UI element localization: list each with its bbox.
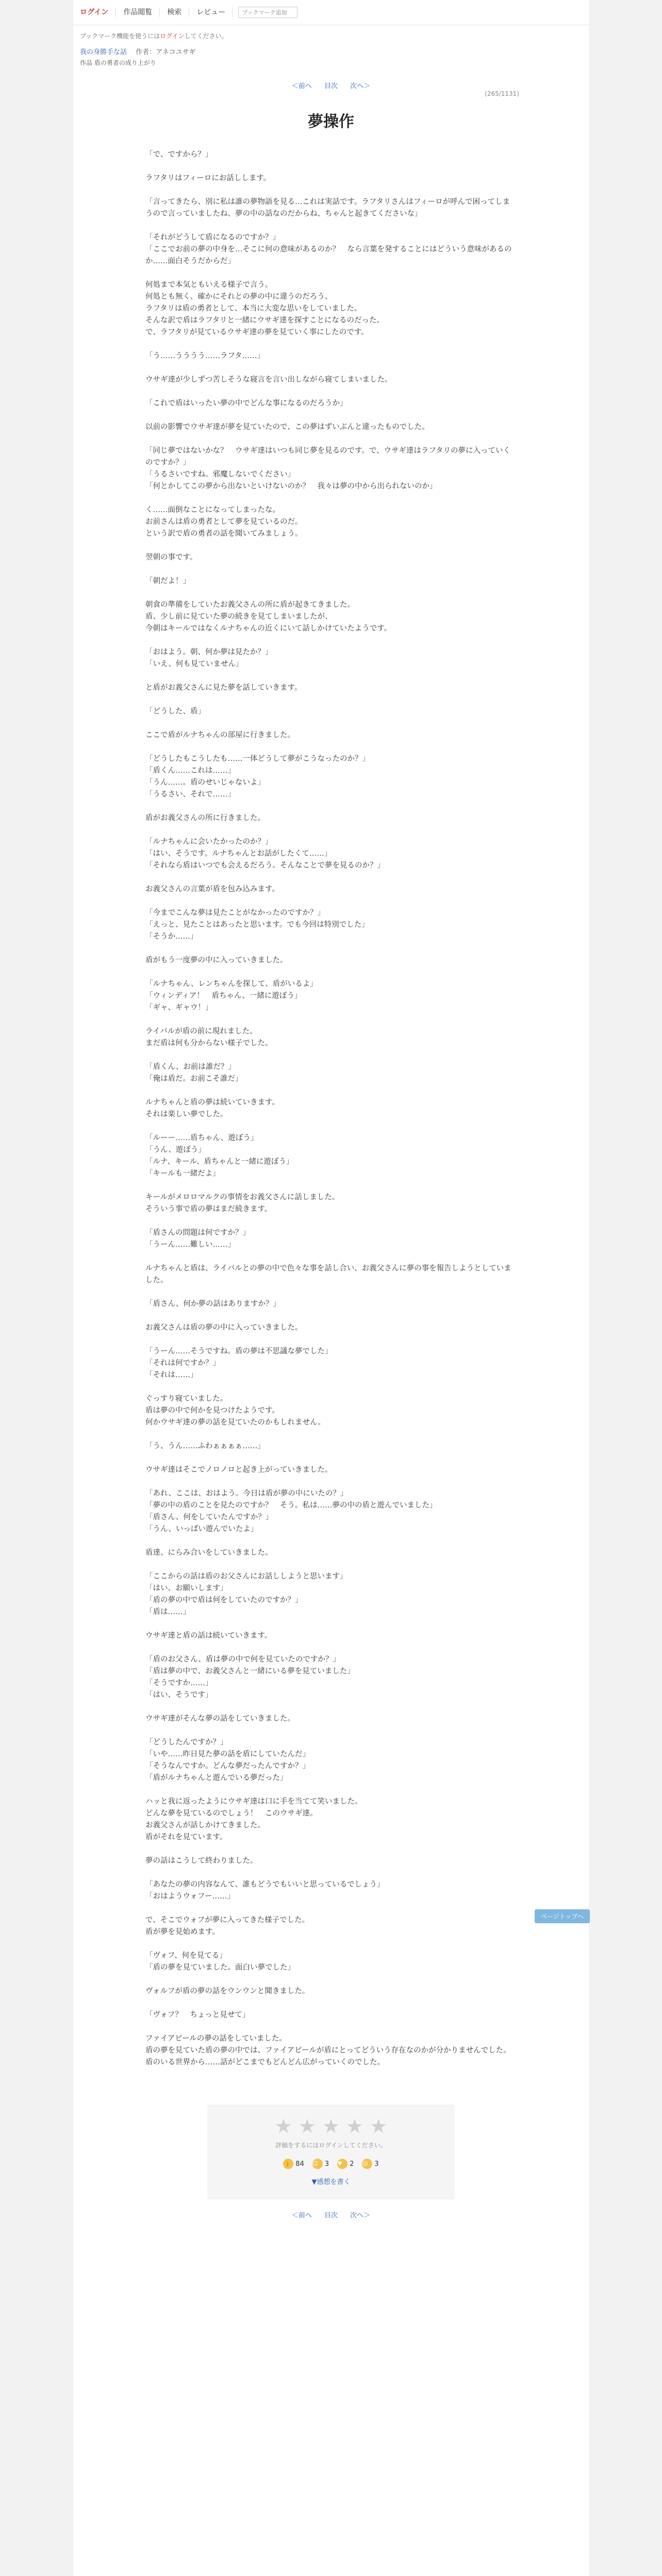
body-paragraph: 「う、うん……ふわぁぁぁぁ……」 bbox=[145, 1442, 265, 1450]
body-paragraph: で、そこでウォフが夢に入ってきた様子でした。 盾が夢を見始めます。 bbox=[145, 1916, 310, 1936]
body-paragraph: 「盾のお父さん、盾は夢の中で何を見ていたのですか？」 「盾は夢の中で、お義父さんと一緒にいる夢を見ていました」 「そうですか……」 「はい、そうです」 bbox=[145, 1655, 355, 1699]
body-paragraph: 「あれ、ここは、おはよう。今日は盾が夢の中にいたの？」 「夢の中の盾のことを見たのですか？ そう。私は……夢の中の盾と遊んでいました」 「盾さん、何をしていたんですか？」 「うん、いっぱい遊んでいたよ」 bbox=[145, 1489, 437, 1533]
star-icon[interactable]: ★ bbox=[322, 2115, 340, 2138]
body-paragraph: 「盾さんの問題は何ですか？」 「うーん……難しい……」 bbox=[145, 1229, 250, 1249]
body-paragraph: ウサギ達が少しずつ苦しそうな寝言を言い出しながら寝てしまいました。 bbox=[145, 376, 392, 384]
body-paragraph: 「あなたの夢の内容なんて、誰もどうでもいいと思っているでしょう」 「おはようウォフー……」 bbox=[145, 1880, 385, 1901]
body-paragraph: キールがメロロマルクの事情をお義父さんに話しました。 そういう事で盾の夢はまだ続きます。 bbox=[145, 1193, 340, 1213]
body-paragraph: 盾がお義父さんの所に行きました。 bbox=[145, 814, 265, 822]
body-paragraph: 「う……うううう……ラフタ……」 bbox=[145, 352, 264, 360]
page-top-button[interactable]: ページトップへ bbox=[535, 1909, 590, 1923]
reaction-laugh[interactable] bbox=[312, 2159, 329, 2169]
top-nav bbox=[0, 0, 662, 25]
reaction-heart[interactable] bbox=[337, 2159, 354, 2169]
body-paragraph: お義父さんは盾の夢の中に入っていきました。 bbox=[145, 1324, 303, 1332]
rating-note: 評価をするにはログインしてください。 bbox=[275, 2142, 387, 2149]
reaction-bar bbox=[207, 2159, 455, 2169]
author-label: 作者 bbox=[136, 48, 150, 56]
star-icon[interactable]: ★ bbox=[346, 2115, 364, 2138]
next-link[interactable]: 次へ＞ bbox=[350, 82, 371, 90]
prev-link[interactable]: ＜前へ bbox=[291, 82, 312, 90]
body-paragraph: ルナちゃんと盾の夢は続いていきます。 それは楽しい夢でした。 bbox=[145, 1098, 279, 1118]
body-paragraph: 「言ってきたら、別に私は誰の夢物語を見る…これは実話です。ラフタリさんはフィーロが呼んで困ってしまうので言っていましたね、夢の中の話なのだからね、ちゃんと起きてくださいな」 bbox=[145, 198, 510, 218]
body-paragraph: 「どうした、盾」 bbox=[145, 707, 205, 716]
body-paragraph: 「どうしたもこうしたも……一体どうして夢がこうなったのか？」 「盾くん……これは……」 「うん……。盾のせいじゃないよ」 「うるさい、それで……」 bbox=[145, 755, 370, 799]
body-paragraph: 以前の影響でウサギ達が夢を見ていたので、この夢はずいぶんと違ったものでした。 bbox=[145, 423, 429, 431]
body-paragraph: ラフタリはフィーロにお話しします。 bbox=[145, 174, 271, 182]
left-gutter bbox=[0, 0, 73, 2576]
body-paragraph: 「で、ですから？」 bbox=[145, 150, 213, 159]
body-paragraph: 「おはよう。朝、何か夢は見たか？」 「いえ、何も見ていません」 bbox=[145, 648, 273, 668]
index-link[interactable]: 目次 bbox=[324, 2212, 338, 2219]
body-paragraph: 「ルーー……盾ちゃん、遊ぼう」 「うん、遊ぼう」 「ルナ、キール、盾ちゃんと一緒に遊ぼう」 「キールも一緒だよ」 bbox=[145, 1134, 294, 1178]
body-paragraph: 夢の話はこうして終わりました。 bbox=[145, 1857, 258, 1865]
body-paragraph: ハッと我に返ったようにウサギ達は口に手を当てて笑いました。 どんな夢を見ているのでしょう！ このウサギ達。 お義父さんが話しかけてきました。 盾がそれを見ています。 bbox=[145, 1798, 362, 1841]
nav-item-works[interactable]: 作品閲覧 bbox=[116, 8, 160, 17]
body-paragraph: ヴォルフが盾の夢の話をウンウンと聞きました。 bbox=[145, 1987, 310, 1995]
bottom-pager bbox=[0, 2210, 662, 2219]
notice-prefix: ブックマーク機能を使うには bbox=[80, 32, 160, 40]
page-number-wrap bbox=[73, 90, 589, 97]
body-paragraph: 「それがどうして盾になるのですか？」 「ここでお前の夢の中身を…そこに何の意味があるのか？ なら言葉を発することにはどういう意味があるのか……面白そうだからだ」 bbox=[145, 233, 512, 265]
body-paragraph: 「どうしたんですか？」 「いや……昨日見た夢の話を盾にしていたんだ」 「そうなんですか。どんな夢だったんですか？」 「盾がルナちゃんと遊んでいる夢だった」 bbox=[145, 1738, 310, 1782]
body-paragraph: 「朝だよ！」 bbox=[145, 577, 190, 585]
chapter-title: 夢操作 bbox=[308, 113, 354, 131]
body-paragraph: く……面倒なことになってしまったな。 お前さんは盾の勇者として夢を見ているのだ。 という訳で盾の勇者の話を聞いてみましょう。 bbox=[145, 506, 303, 538]
reaction-count: 84 bbox=[295, 2160, 304, 2168]
body-paragraph: ウサギ達がそんな夢の話をしていきました。 bbox=[145, 1715, 295, 1723]
series-tags: 作品 盾の勇者の成り上がり bbox=[80, 59, 156, 66]
body-paragraph: 盾がもう一度夢の中に入っていきました。 bbox=[145, 956, 288, 964]
top-pager bbox=[0, 80, 662, 90]
body-paragraph: ウサギ達と盾の話は続いていきます。 bbox=[145, 1632, 272, 1640]
heart-icon: ♥ bbox=[337, 2159, 347, 2169]
reaction-count: 2 bbox=[350, 2160, 354, 2168]
body-paragraph: 何処まで本気ともいえる様子で言う。 何処とも無く、確かにそれとの夢の中に違うのだろう、 ラフタリは盾の勇者として、本当に大変な思いをしていました。 そんな訳で盾はラフタリと一緒にウサギ達を探すことになるのだった。 で、ラフタリが見ているウサギ達の夢を見ていく事にしたのです。 bbox=[145, 281, 384, 336]
body-paragraph: 「盾さん、何か夢の話はありますか？」 bbox=[145, 1300, 280, 1308]
body-paragraph: ここで盾がルナちゃんの部屋に行きました。 bbox=[145, 731, 295, 739]
body-paragraph: 「ヴォフ？ ちょっと見せて」 bbox=[145, 2011, 250, 2019]
body-paragraph: 「盾くん、お前は誰だ？」 「俺は盾だ。お前こそ誰だ」 bbox=[145, 1063, 243, 1083]
body-paragraph: お義父さんの言葉が盾を包み込みます。 bbox=[145, 885, 279, 893]
page-number: (265/1131) bbox=[485, 90, 519, 97]
body-paragraph: 翌朝の事です。 bbox=[145, 553, 197, 562]
index-link[interactable]: 目次 bbox=[324, 82, 338, 90]
body-paragraph: 「これで盾はいったい夢の中でどんな事になるのだろうか」 bbox=[145, 399, 347, 408]
body-paragraph: 「同じ夢ではないかな？ ウサギ達はいつも同じ夢を見るのです。で、ウサギ達はラフタリの夢に入っていくのですか？」 「うるさいですね。邪魔しないでください」 「何とかしてこの夢から出ないといけないのか？ 我々は夢の中から出られないのか」 bbox=[145, 447, 511, 490]
cry-icon: ☹ bbox=[362, 2159, 372, 2169]
star-icon[interactable]: ★ bbox=[298, 2115, 316, 2138]
body-paragraph: 朝食の準備をしていたお義父さんの所に盾が起きてきました。 盾、少し前に見ていた夢の続きを見てしまいましたが、 今朝はキールではなくルナちゃんの近くにいて話しかけていたようです。 bbox=[145, 601, 392, 633]
nav-item-search[interactable]: 検索 bbox=[160, 8, 189, 17]
star-icon[interactable]: ★ bbox=[370, 2115, 388, 2138]
body-paragraph: ルナちゃんと盾は、ライバルとの夢の中で色々な事を話し合い、お義父さんに夢の事を報告しようとしていました。 bbox=[145, 1264, 511, 1284]
body-paragraph: と盾がお義父さんに見た夢を話していきます。 bbox=[145, 684, 302, 692]
notice-suffix: してください。 bbox=[184, 32, 228, 40]
nav-item-review[interactable]: レビュー bbox=[189, 8, 233, 17]
body-paragraph: 「ヴォフ、何を見てる」 「盾の夢を見ていました。面白い夢でした」 bbox=[145, 1952, 295, 1972]
body-paragraph: 「ルナちゃん、レンちゃんを探して、盾がいるよ」 「ウィンディア！ 盾ちゃん、一緒に遊ぼう」 「ギャ、ギャウ！」 bbox=[145, 980, 318, 1012]
body-paragraph: ぐっすり寝ていました。 盾は夢の中で何かを見つけたようです。 何かウサギ達の夢の話を見ていたのかもしれません。 bbox=[145, 1395, 325, 1427]
reaction-thumbs-up[interactable] bbox=[283, 2159, 304, 2169]
body-paragraph: ライバルが盾の前に現れました。 まだ盾は何も分からない様子でした。 bbox=[145, 1027, 273, 1047]
body-paragraph: ファイアビールの夢の話をしていました。 盾の夢を見ていた盾の夢の中では、ファイアビールが盾にとってどういう存在なのかが分かりませんでした。 盾のいる世界から……話がどこまでもどんどん広がっていくのでした。 bbox=[145, 2035, 511, 2066]
star-icon[interactable]: ★ bbox=[274, 2115, 292, 2138]
body-paragraph: 「うーん……そうですね。盾の夢は不思議な夢でした」 「それは何ですか？」 「それは……」 bbox=[145, 1347, 333, 1379]
thumbs-up-icon: 👍 bbox=[283, 2159, 293, 2169]
laugh-icon: ☺ bbox=[312, 2159, 323, 2169]
rating-panel bbox=[207, 2105, 455, 2199]
bookmark-search-input[interactable]: ブックマーク追加 bbox=[238, 7, 297, 18]
notice-login-link[interactable]: ログイン bbox=[160, 32, 185, 40]
right-gutter bbox=[589, 0, 662, 2576]
body-paragraph: 「ルナちゃんに会いたかったのか？」 「はい、そうです。ルナちゃんとお話がしたくて……」 「それなら盾はいつでも会えるだろう。そんなことで夢を見るのか？」 bbox=[145, 838, 385, 870]
body-paragraph: 「今までこんな夢は見たことがなかったのですか？」 「えっと、見たことはあったと思います。でも今回は特別でした」 「そうか……」 bbox=[145, 909, 369, 941]
login-link[interactable]: ログイン bbox=[80, 8, 116, 17]
next-link[interactable]: 次へ＞ bbox=[350, 2212, 371, 2219]
reaction-count: 3 bbox=[374, 2160, 379, 2168]
body-paragraph: 「ここからの話は盾のお父さんにお話ししようと思います」 「はい、お願いします」 「盾の夢の中で盾は何をしていたのですか？」 「盾は……」 bbox=[145, 1572, 347, 1616]
login-notice bbox=[0, 31, 662, 40]
rating-stars[interactable] bbox=[207, 2115, 455, 2138]
author-link[interactable]: アネコユサギ bbox=[156, 48, 196, 56]
series-title-link[interactable]: 我の身勝手な話 bbox=[80, 48, 127, 56]
write-review-link[interactable]: ▼感想を書く bbox=[311, 2178, 351, 2186]
body-paragraph: ウサギ達はそこでノロノロと起き上がっていきました。 bbox=[145, 1466, 333, 1474]
prev-link[interactable]: ＜前へ bbox=[291, 2212, 312, 2219]
reaction-cry[interactable] bbox=[362, 2159, 378, 2169]
chapter-body bbox=[145, 149, 517, 2069]
reaction-count: 3 bbox=[324, 2160, 329, 2168]
body-paragraph: 盾達、にらみ合いをしていきました。 bbox=[145, 1549, 273, 1557]
series-info: 我の身勝手な話 作者：アネコユサギ 作品 盾の勇者の成り上がり bbox=[0, 47, 662, 68]
